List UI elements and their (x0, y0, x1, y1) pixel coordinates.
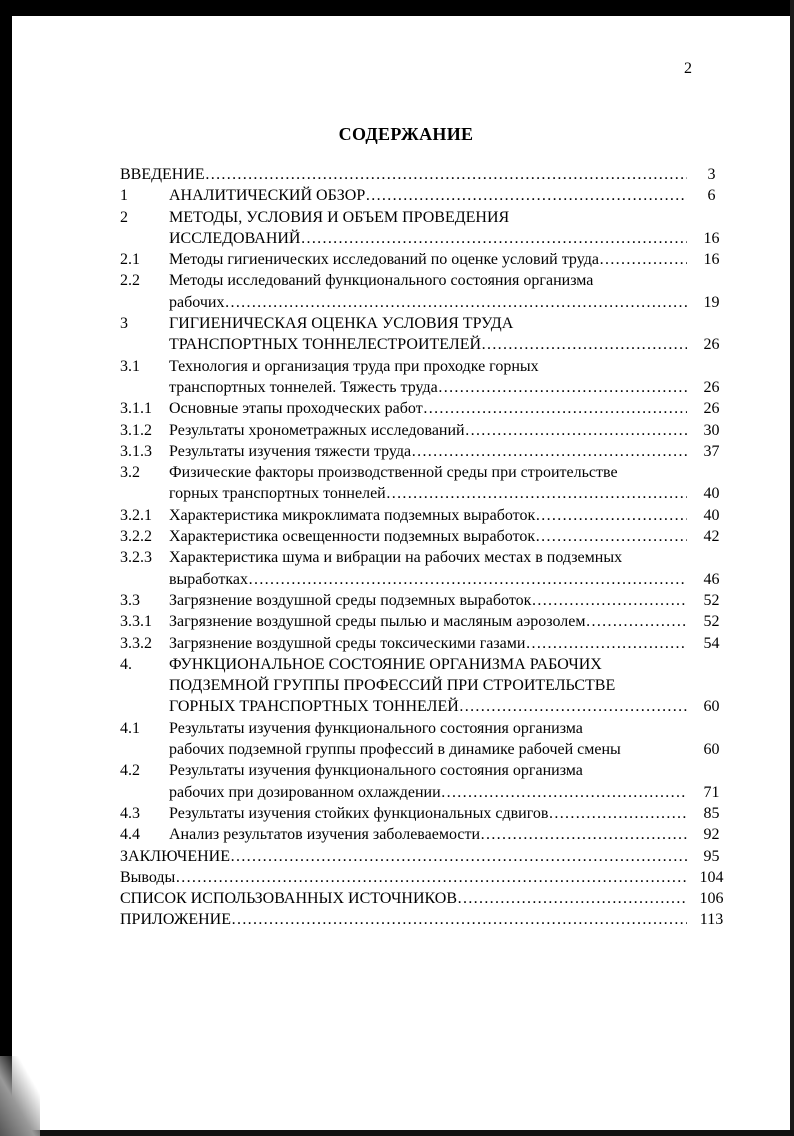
toc-entry-number: 4.4 (120, 826, 140, 844)
toc-entry-continuation (120, 569, 736, 590)
toc-entry-title: Выводы (120, 868, 176, 886)
toc-entry (120, 398, 736, 419)
toc-entry-number: 3.3 (120, 591, 140, 609)
toc-entry-page: 71 (703, 783, 720, 801)
toc-entry-page: 40 (703, 485, 720, 503)
toc-entry (120, 505, 736, 526)
toc-entry-body (169, 611, 687, 632)
toc-entry-body (169, 441, 687, 462)
toc-entry-body (169, 249, 687, 270)
toc-entry (120, 164, 736, 185)
toc-entry-page: 60 (703, 741, 720, 759)
toc-entry-page: 30 (703, 421, 720, 439)
toc-entry-title: Загрязнение воздушной среды токсическими газами (169, 634, 526, 652)
toc-entry-number: 3.1 (120, 357, 140, 375)
toc-entry-page: 106 (699, 890, 724, 908)
toc-entry-number: 3.2.2 (120, 528, 152, 546)
toc-entry-page: 85 (703, 804, 720, 822)
scan-shadow (0, 1056, 40, 1136)
toc-entry-page: 26 (703, 336, 720, 354)
leader-dots (525, 633, 687, 654)
toc-entry-body (169, 654, 687, 675)
toc-entry-continuation (120, 782, 736, 803)
leader-dots (459, 696, 687, 717)
toc-entry-page: 54 (703, 634, 720, 652)
leader-dots (365, 185, 687, 206)
toc-entry-body (169, 803, 687, 824)
toc-entry-body (169, 696, 687, 717)
toc-entry-body (169, 207, 687, 228)
leader-dots (411, 441, 687, 462)
toc-entry-number: 3 (120, 315, 128, 333)
leader-dots (586, 611, 688, 632)
toc-entry (120, 888, 736, 909)
toc-entry-continuation (120, 739, 736, 760)
toc-entry-page: 95 (703, 847, 720, 865)
toc-entry-body (169, 483, 687, 504)
toc-entry (120, 441, 736, 462)
toc-entry-title: Физические факторы производственной среды при строительстве (169, 464, 618, 482)
toc-entry-body (169, 824, 687, 845)
leader-dots (457, 888, 687, 909)
toc-entry-number: 3.1.1 (120, 400, 152, 418)
leader-dots (205, 164, 687, 185)
toc-entry-title: ЗАКЛЮЧЕНИЕ (120, 847, 230, 865)
leader-dots (248, 569, 687, 590)
toc-entry (120, 207, 736, 228)
toc-entry-continuation (120, 483, 736, 504)
toc-entry-continuation (120, 228, 736, 249)
toc-entry-body (169, 675, 687, 696)
toc-entry-number: 4. (120, 655, 132, 673)
toc-entry-body (169, 760, 687, 781)
toc-entry (120, 313, 736, 334)
toc-entry-continuation (120, 675, 736, 696)
toc-entry-number: 2.2 (120, 272, 140, 290)
leader-dots (423, 398, 687, 419)
toc-entry-title: ПОДЗЕМНОЙ ГРУППЫ ПРОФЕССИЙ ПРИ СТРОИТЕЛЬСТВЕ (169, 677, 616, 695)
toc-entry-body (169, 420, 687, 441)
leader-dots (300, 228, 687, 249)
toc-entry-body (169, 505, 687, 526)
toc-entry-title: ГОРНЫХ ТРАНСПОРТНЫХ ТОННЕЛЕЙ (169, 698, 459, 716)
toc-entry-title: АНАЛИТИЧЕСКИЙ ОБЗОР (169, 187, 366, 205)
toc-entry (120, 867, 736, 888)
leader-dots (386, 483, 687, 504)
toc-entry-title: Методы исследований функционального состояния организма (169, 272, 594, 290)
toc-entry-title: Результаты хронометражных исследований (169, 421, 465, 439)
toc-entry-title: Технология и организация труда при проходке горных (169, 357, 539, 375)
leader-dots (480, 824, 687, 845)
toc-entry-number: 4.2 (120, 762, 140, 780)
toc-entry-page: 104 (699, 868, 724, 886)
toc-entry-body (169, 185, 687, 206)
toc-entry-title: выработках (169, 570, 248, 588)
toc-entry (120, 846, 736, 867)
toc-entry-title: Характеристика шума и вибрации на рабочих местах в подземных (169, 549, 623, 567)
leader-dots (535, 526, 687, 547)
toc-entry-continuation (120, 292, 736, 313)
toc-entry-page: 40 (703, 506, 720, 524)
toc-entry-number: 4.3 (120, 804, 140, 822)
toc-entry-page: 26 (703, 400, 720, 418)
toc-entry-page: 16 (703, 229, 720, 247)
toc-entry-title: Результаты изучения стойких функциональных сдвигов (169, 804, 549, 822)
leader-dots (599, 249, 687, 270)
toc-entry-title: ИССЛЕДОВАНИЙ (169, 229, 301, 247)
toc-entry (120, 270, 736, 291)
toc-entry-page: 3 (707, 166, 716, 183)
toc-entry (120, 249, 736, 270)
scan-border-right (790, 0, 794, 1136)
toc-entry-body (120, 846, 687, 867)
toc-entry-page: 6 (707, 187, 716, 205)
toc-entry-number: 3.2 (120, 464, 140, 482)
toc-entry-body (169, 590, 687, 611)
toc-entry-body (120, 888, 687, 909)
toc-entry-page: 16 (703, 251, 720, 269)
page-title: СОДЕРЖАНИЕ (338, 124, 474, 144)
toc-entry-title: ТРАНСПОРТНЫХ ТОННЕЛЕСТРОИТЕЛЕЙ (169, 336, 482, 354)
toc-entry (120, 185, 736, 206)
toc-entry-body (169, 334, 687, 355)
toc-entry-title: СПИСОК ИСПОЛЬЗОВАННЫХ ИСТОЧНИКОВ (120, 890, 458, 908)
toc-entry (120, 611, 736, 632)
toc-entry-body (169, 292, 687, 313)
toc-entry (120, 356, 736, 377)
toc-entry (120, 760, 736, 781)
toc-entry (120, 824, 736, 845)
toc-entry-body (169, 398, 687, 419)
toc-entry-body (169, 547, 687, 568)
toc-entry-body (169, 633, 687, 654)
toc-entry-title: ВВЕДЕНИЕ (120, 166, 205, 183)
scan-border-top (0, 0, 794, 16)
toc-entry-title: Анализ результатов изучения заболеваемости (169, 826, 481, 844)
toc-entry-number: 3.2.3 (120, 549, 152, 567)
toc-entry-title: ПРИЛОЖЕНИЕ (120, 911, 232, 929)
leader-dots (230, 846, 687, 867)
leader-dots (535, 505, 687, 526)
toc-entry-body (169, 739, 687, 760)
toc-entry-page: 60 (703, 698, 720, 716)
page-number: 2 (684, 60, 692, 77)
toc-entry (120, 803, 736, 824)
toc-entry-number: 3.3.2 (120, 634, 152, 652)
toc-entry-title: рабочих при дозированном охлаждении (169, 783, 441, 801)
toc-entry-title: горных транспортных тоннелей (169, 485, 386, 503)
toc-entry (120, 420, 736, 441)
toc-entry-title: Результаты изучения функционального состояния организма (169, 762, 583, 780)
toc-entry-body (169, 462, 687, 483)
leader-dots (438, 377, 687, 398)
toc-entry-page: 37 (703, 442, 720, 460)
toc-entry-body (169, 228, 687, 249)
toc-entry-body (120, 164, 687, 185)
toc-entry-body (120, 909, 687, 930)
toc-entry-page: 92 (703, 826, 720, 844)
toc-entry-body (169, 377, 687, 398)
toc-entry-number: 4.1 (120, 719, 140, 737)
toc-entry-number: 1 (120, 187, 128, 205)
toc-entry-title: рабочих подземной группы профессий в динамике рабочей смены (169, 741, 621, 759)
toc-entry-number: 3.1.2 (120, 421, 152, 439)
toc-entry-body (169, 313, 687, 334)
leader-dots (531, 590, 687, 611)
toc-entry-title: МЕТОДЫ, УСЛОВИЯ И ОБЪЕМ ПРОВЕДЕНИЯ (169, 208, 510, 226)
toc-entry-body (169, 718, 687, 739)
toc-entry-page: 52 (703, 613, 720, 631)
toc-entry (120, 654, 736, 675)
toc-entry-title: транспортных тоннелей. Тяжесть труда (169, 378, 438, 396)
toc-entry-number: 3.3.1 (120, 613, 152, 631)
toc-entry (120, 718, 736, 739)
toc-entry-page: 46 (703, 570, 720, 588)
toc-entry-body (169, 356, 687, 377)
toc-entry-page: 42 (703, 528, 720, 546)
toc-entry-body (169, 270, 687, 291)
toc-entry-title: Основные этапы проходческих работ (169, 400, 423, 418)
toc-entry-page: 19 (703, 293, 720, 311)
toc-entry (120, 909, 736, 930)
toc-entry-page: 52 (703, 591, 720, 609)
toc-entry (120, 590, 736, 611)
toc-entry-continuation (120, 696, 736, 717)
leader-dots (441, 782, 687, 803)
toc-entry-title: Характеристика микроклимата подземных выработок (169, 506, 536, 524)
toc-entry-title: ФУНКЦИОНАЛЬНОЕ СОСТОЯНИЕ ОРГАНИЗМА РАБОЧИХ (169, 655, 602, 673)
toc-entry-body (169, 526, 687, 547)
leader-dots (175, 867, 687, 888)
leader-dots (231, 909, 687, 930)
toc-entry (120, 547, 736, 568)
leader-dots (481, 334, 687, 355)
scan-border-bottom (0, 1130, 794, 1136)
toc-entry-number: 2 (120, 208, 128, 226)
toc-entry-body (169, 782, 687, 803)
toc-entry-number: 2.1 (120, 251, 140, 269)
leader-dots (465, 420, 687, 441)
toc-entry-title: ГИГИЕНИЧЕСКАЯ ОЦЕНКА УСЛОВИЯ ТРУДА (169, 315, 514, 333)
toc-entry-title: Загрязнение воздушной среды подземных выработок (169, 591, 532, 609)
toc-entry-body (169, 569, 687, 590)
toc-entry-body (120, 867, 687, 888)
toc-entry-page: 113 (699, 911, 724, 929)
toc-entry-continuation (120, 334, 736, 355)
leader-dots (548, 803, 687, 824)
toc-entry-title: Результаты изучения функционального состояния организма (169, 719, 583, 737)
table-of-contents (120, 164, 736, 931)
toc-entry (120, 462, 736, 483)
toc-entry (120, 633, 736, 654)
toc-entry-title: Результаты изучения тяжести труда (169, 442, 412, 460)
scan-border-left (0, 0, 12, 1136)
toc-entry (120, 526, 736, 547)
toc-entry-title: рабочих (169, 293, 225, 311)
toc-entry-continuation (120, 377, 736, 398)
leader-dots (224, 292, 687, 313)
toc-entry-title: Характеристика освещенности подземных выработок (169, 528, 536, 546)
toc-entry-number: 3.1.3 (120, 442, 152, 460)
toc-entry-page: 26 (703, 378, 720, 396)
toc-entry-title: Загрязнение воздушной среды пылью и масляным аэрозолем (169, 613, 586, 631)
toc-entry-title: Методы гигиенических исследований по оценке условий труда (169, 251, 599, 269)
toc-entry-number: 3.2.1 (120, 506, 152, 524)
